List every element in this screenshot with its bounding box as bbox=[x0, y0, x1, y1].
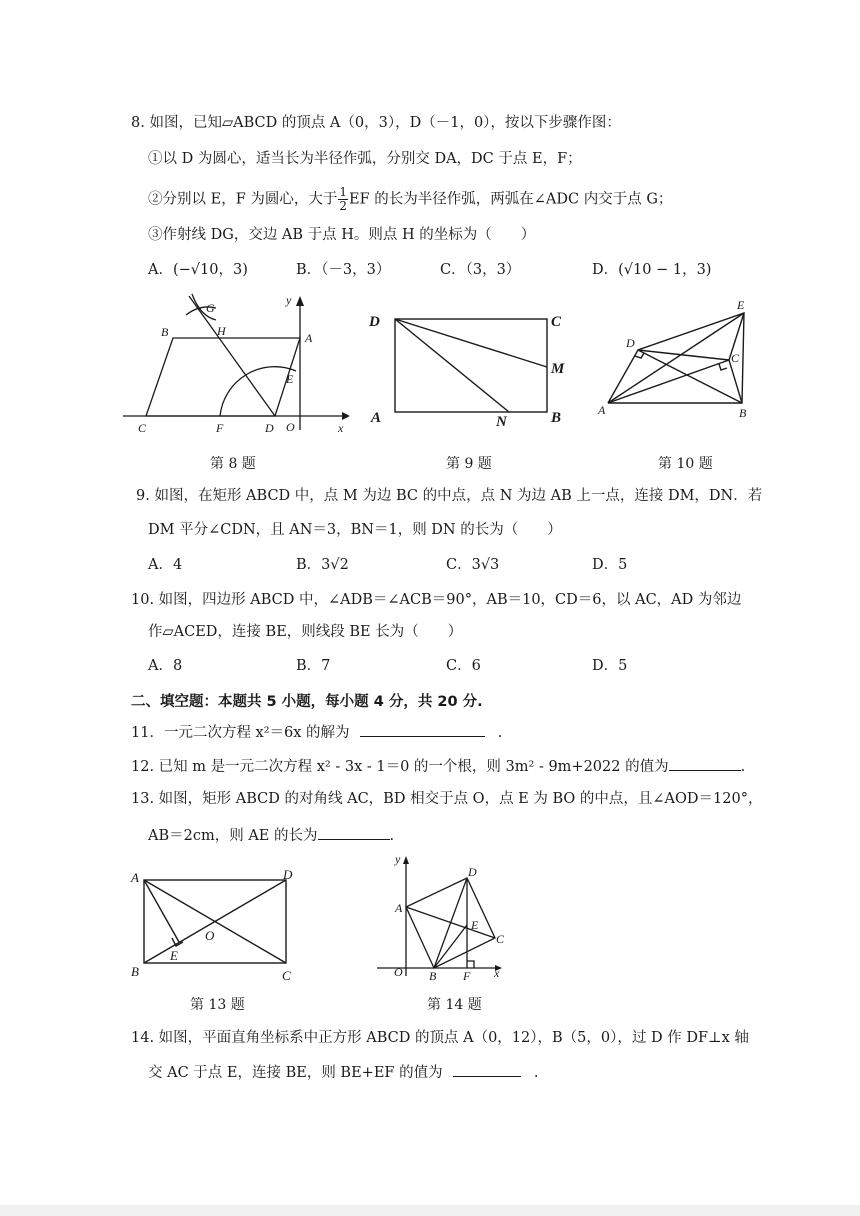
fig10-segment-ae bbox=[608, 313, 744, 403]
fig8-label-e: E bbox=[286, 372, 294, 386]
q11-text: 11．一元二次方程 x²＝6x 的解为 bbox=[131, 725, 350, 741]
fig13-segment-ae bbox=[144, 880, 179, 942]
fig14-label-a: A bbox=[395, 901, 403, 915]
fig10-right-angle-c bbox=[719, 364, 727, 370]
q13-answer-blank[interactable] bbox=[318, 825, 390, 840]
fig10-label-d: D bbox=[626, 336, 635, 350]
fig10-label-a: A bbox=[598, 403, 606, 417]
fig10-segment-dc bbox=[638, 350, 729, 360]
fig9-label-b: B bbox=[551, 410, 562, 426]
fig13-label-b: B bbox=[131, 964, 139, 979]
fig13-label-a: A bbox=[131, 870, 139, 885]
caption-fig10: 第 10 题 bbox=[658, 456, 713, 472]
figure-8 bbox=[120, 290, 360, 440]
figure-9 bbox=[365, 305, 580, 430]
q13-line1: 13. 如图，矩形 ABCD 的对角线 AC，BD 相交于点 O，点 E 为 BO 的中点，且∠AOD＝120°， bbox=[131, 791, 763, 807]
fig9-label-c: C bbox=[551, 314, 562, 330]
q8-fraction-den: 2 bbox=[339, 199, 348, 213]
fig14-label-c: C bbox=[496, 932, 505, 946]
q10-option-a: A．8 bbox=[148, 658, 183, 674]
fig14-label-x: x bbox=[494, 966, 500, 980]
q10-line1: 10. 如图，四边形 ABCD 中，∠ADB＝∠ACB＝90°，AB＝10，CD＝6，以 AC，AD 为邻边 bbox=[131, 592, 742, 608]
figure-13 bbox=[128, 866, 308, 986]
fig8-ray-dg bbox=[189, 296, 275, 416]
q8-options bbox=[148, 260, 748, 282]
fig14-segment-be bbox=[434, 925, 467, 968]
fig14-y-arrow bbox=[403, 856, 409, 864]
q14-line2 bbox=[148, 1062, 538, 1083]
fig8-label-x: x bbox=[338, 421, 344, 435]
q11 bbox=[131, 722, 502, 743]
fig13-label-e: E bbox=[170, 948, 178, 963]
fig14-label-b: B bbox=[429, 969, 437, 983]
q9-option-a: A．4 bbox=[148, 557, 183, 573]
q8-step2-post: EF 的长为半径作弧，两弧在∠ADC 内交于点 G； bbox=[349, 191, 673, 208]
q14-line1: 14. 如图，平面直角坐标系中正方形 ABCD 的顶点 A（0，12），B（5，0），过 D 作 DF⊥x 轴 bbox=[131, 1030, 749, 1046]
q11-period: . bbox=[497, 725, 503, 741]
fig14-right-angle bbox=[467, 961, 474, 968]
q8-option-b: B．（－3，3） bbox=[296, 262, 391, 278]
q13-text: AB＝2cm，则 AE 的长为 bbox=[148, 828, 318, 844]
q10-option-c: C．6 bbox=[446, 658, 481, 674]
q8-step2 bbox=[148, 186, 672, 213]
fig8-label-d: D bbox=[265, 421, 274, 435]
fig8-label-o: O bbox=[286, 420, 295, 434]
fig8-label-c: C bbox=[138, 421, 147, 435]
fig10-segment-db bbox=[638, 350, 742, 403]
fig14-label-f: F bbox=[463, 969, 471, 983]
fig13-label-o: O bbox=[205, 928, 215, 943]
fig13-label-c: C bbox=[282, 968, 291, 983]
q8-stem: 8. 如图，已知▱ABCD 的顶点 A（0，3），D（－1，0），按以下步骤作图： bbox=[131, 115, 621, 131]
fig14-label-o: O bbox=[394, 965, 403, 979]
q10-option-b: B．7 bbox=[296, 658, 331, 674]
fig8-label-h: H bbox=[217, 324, 226, 338]
section-fill-in: 二、填空题：本题共 5 小题，每小题 4 分，共 20 分. bbox=[131, 694, 483, 710]
caption-fig14: 第 14 题 bbox=[427, 997, 482, 1013]
q8-fraction bbox=[338, 186, 348, 213]
page-bottom-edge bbox=[0, 1205, 860, 1216]
caption-fig9: 第 9 题 bbox=[446, 456, 492, 472]
q8-step2-pre: ②分别以 E，F 为圆心，大于 bbox=[148, 191, 338, 208]
q8-fraction-num: 1 bbox=[339, 185, 348, 199]
q14-answer-blank[interactable] bbox=[453, 1062, 521, 1077]
fig9-rectangle bbox=[395, 319, 547, 412]
figure-10 bbox=[593, 295, 763, 425]
caption-fig8: 第 8 题 bbox=[210, 456, 256, 472]
fig8-label-b: B bbox=[161, 325, 169, 339]
fig10-label-b: B bbox=[739, 406, 747, 420]
fig9-label-d: D bbox=[369, 314, 380, 330]
q8-option-a: A．(−√10，3) bbox=[148, 262, 248, 278]
fig9-label-a: A bbox=[371, 410, 382, 426]
fig8-label-y: y bbox=[286, 293, 292, 307]
fig10-segment-ac bbox=[608, 360, 729, 403]
caption-fig13: 第 13 题 bbox=[190, 997, 245, 1013]
fig8-x-arrow bbox=[342, 412, 350, 420]
q8-option-d: D．(√10 − 1，3) bbox=[592, 262, 712, 278]
fig8-label-a: A bbox=[305, 331, 313, 345]
q10-line2: 作▱ACED，连接 BE，则线段 BE 长为（ ） bbox=[148, 624, 463, 640]
q9-line2: DM 平分∠CDN，且 AN＝3，BN＝1，则 DN 的长为（ ） bbox=[148, 522, 562, 538]
q12-period: . bbox=[740, 759, 746, 775]
fig10-label-e: E bbox=[737, 298, 745, 312]
fig8-label-f: F bbox=[216, 421, 224, 435]
fig14-label-d: D bbox=[468, 865, 477, 879]
q13-line2 bbox=[148, 825, 394, 846]
fig13-label-d: D bbox=[283, 867, 293, 882]
q8-option-c: C．（3，3） bbox=[440, 262, 521, 278]
fig10-label-c: C bbox=[731, 351, 740, 365]
q14-text: 交 AC 于点 E，连接 BE，则 BE+EF 的值为 bbox=[148, 1065, 443, 1081]
q8-step1: ①以 D 为圆心，适当长为半径作弧，分别交 DA，DC 于点 E，F； bbox=[148, 151, 582, 167]
fig8-y-arrow bbox=[296, 296, 304, 306]
fig9-segment-dm bbox=[395, 319, 547, 367]
q9-line1: 9. 如图，在矩形 ABCD 中，点 M 为边 BC 的中点，点 N 为边 AB 上一点，连接 DM，DN．若 bbox=[136, 488, 763, 504]
q12 bbox=[131, 756, 745, 777]
fig8-label-g: G bbox=[206, 301, 215, 315]
q10-options bbox=[148, 656, 748, 678]
q9-options bbox=[148, 555, 748, 577]
q10-option-d: D．5 bbox=[592, 658, 628, 674]
fig14-label-e: E bbox=[471, 918, 479, 932]
q14-period: . bbox=[533, 1065, 539, 1081]
q12-answer-blank[interactable] bbox=[669, 756, 741, 771]
fig9-segment-dn bbox=[395, 319, 509, 412]
figure-14 bbox=[370, 850, 520, 985]
fig14-label-y: y bbox=[395, 852, 401, 866]
q9-option-b: B．3√2 bbox=[296, 557, 349, 573]
q9-option-d: D．5 bbox=[592, 557, 628, 573]
fig9-label-m: M bbox=[551, 361, 565, 377]
q13-period: . bbox=[389, 828, 395, 844]
fig10-segment-cb bbox=[729, 360, 742, 403]
q12-text: 12. 已知 m 是一元二次方程 x² - 3x - 1＝0 的一个根，则 3m² - 9m+2022 的值为 bbox=[131, 759, 669, 775]
q9-option-c: C．3√3 bbox=[446, 557, 500, 573]
q11-answer-blank[interactable] bbox=[360, 722, 485, 737]
q8-step3: ③作射线 DG，交边 AB 于点 H。则点 H 的坐标为（ ） bbox=[148, 227, 536, 243]
fig9-label-n: N bbox=[496, 414, 507, 430]
